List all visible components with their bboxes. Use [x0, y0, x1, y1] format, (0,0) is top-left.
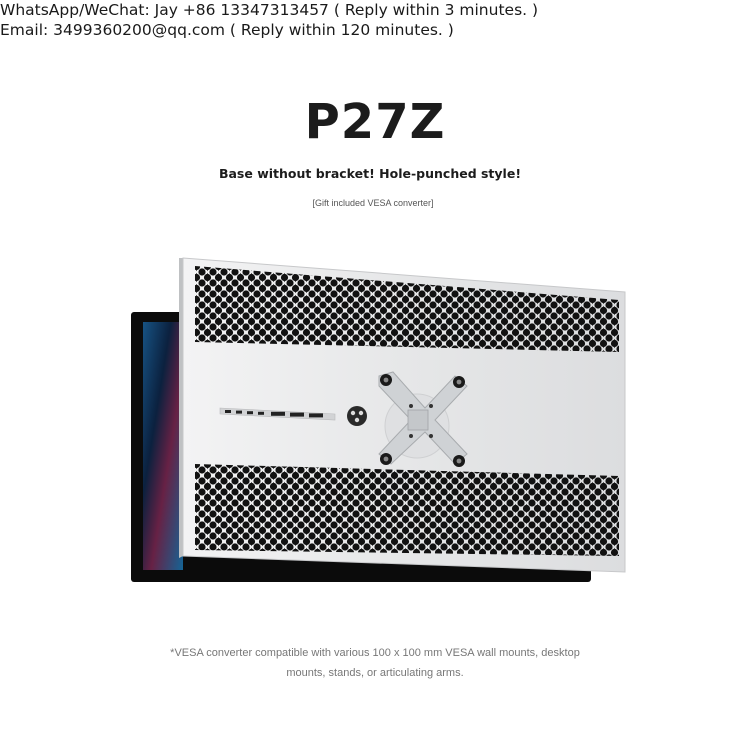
product-title: P27Z [304, 94, 446, 150]
monitor-rear-panel [179, 258, 625, 572]
monitor-illustration [125, 250, 635, 590]
vesa-footnote [0, 643, 750, 683]
gift-note: [Gift included VESA converter] [312, 198, 434, 208]
contact-email: Email: 3499360200@qq.com ( Reply within 120 minutes. ) [0, 21, 454, 39]
monitor-rear-image [125, 250, 635, 590]
contact-whatsapp: WhatsApp/WeChat: Jay +86 13347313457 ( Reply within 3 minutes. ) [0, 1, 539, 19]
power-socket-icon [347, 406, 367, 426]
perforation-bottom [195, 464, 619, 556]
product-subtitle: Base without bracket! Hole-punched style! [218, 166, 522, 181]
footnote-line-2: mounts, stands, or articulating arms. [286, 667, 464, 679]
footnote-line-1: *VESA converter compatible with various 100 x 100 mm VESA wall mounts, desktop [170, 647, 580, 659]
